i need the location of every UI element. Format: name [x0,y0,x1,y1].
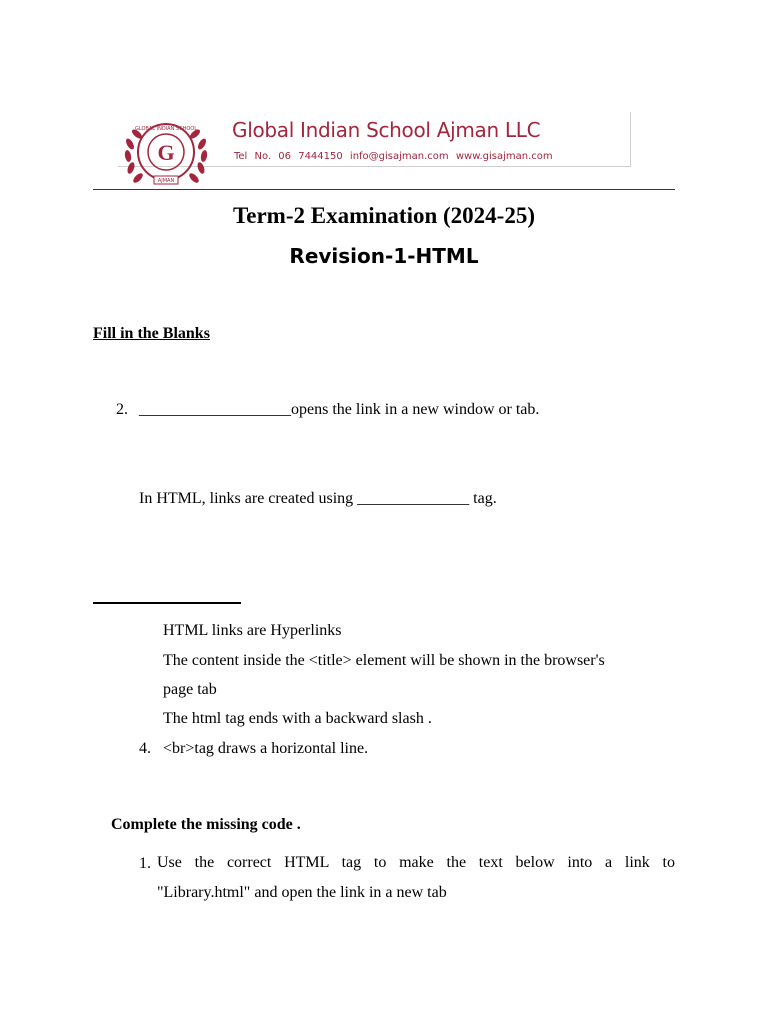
section-heading-fill-blanks: Fill in the Blanks [93,325,210,342]
question-text-continued: "Library.html" and open the link in a new tab [157,884,447,901]
header-divider [93,189,675,190]
school-logo [120,114,212,190]
statement-item: HTML links are Hyperlinks [163,622,342,639]
question-text: Use the correct HTML tag to make the text below into a link to [157,854,675,871]
svg-text:G: G [157,140,175,165]
exam-subtitle: Revision-1-HTML [289,244,479,268]
statement-item: page tab [163,681,217,698]
question-text: <br>tag draws a horizontal line. [163,740,369,757]
answer-blank-line [93,602,241,604]
question-text: In HTML, links are created using ______________ tag. [139,490,497,507]
statement-item: The content inside the <title> element will be shown in the browser's [163,652,605,669]
school-contact: Tel No. 06 7444150 info@gisajman.com www.gisajman.com [234,151,553,162]
logo-ribbon-text: AJMAN [157,178,175,184]
question-number: 2. [116,401,128,418]
question-number: 1. [139,855,151,872]
school-name: Global Indian School Ajman LLC [232,118,541,142]
question-number: 4. [139,740,151,757]
question-text: ___________________opens the link in a new window or tab. [139,401,540,418]
statement-item: The html tag ends with a backward slash . [163,710,432,727]
section-heading-code: Complete the missing code . [111,816,301,833]
logo-arc-text: GLOBAL INDIAN SCHOOL [134,126,198,132]
exam-title: Term-2 Examination (2024-25) [233,203,535,228]
